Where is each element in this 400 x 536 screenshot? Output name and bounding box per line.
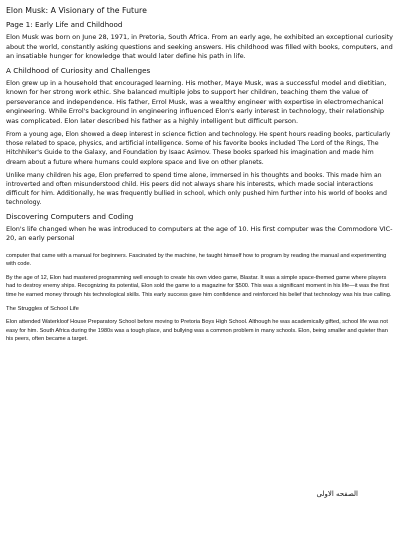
school-paragraph: Elon attended Waterkloof House Preparatory School before moving to Pretoria Boys High School. Although he was academically gifted, school life was not easy for him. South Africa during the 1980s was a tough place, and bullying was a common problem in many schools. Elon, being smaller and quieter than his peers, often became a target. bbox=[6, 319, 388, 343]
computer-intro-paragraph: Elon's life changed when he was introduced to computers at the age of 10. His first computer was the Commodore VIC-20, an early personal bbox=[6, 224, 393, 243]
science-fiction-paragraph: From a young age, Elon showed a deep interest in science fiction and technology. He spent hours reading books, particularly those related to space, physics, and artificial intelligence. Some of his favorite books included The Lord of the Rings, The Hitchhiker's Guide to the Galaxy, and Foundation by Isaac Asimov. These books sparked his imagination and made him dream about a future where humans could explore space and live on other planets. bbox=[6, 131, 391, 166]
document-page bbox=[6, 5, 394, 349]
document-title: Elon Musk: A Visionary of the Future bbox=[6, 6, 147, 15]
page-heading: Page 1: Early Life and Childhood bbox=[6, 20, 123, 29]
intro-paragraph: Elon Musk was born on June 28, 1971, in Pretoria, South Africa. From an early age, he exhibited an exceptional curiosity about the world, constantly asking questions and seeking answers. His childhood was filled with books, computers, and an insatiable hunger for knowledge that would later define his path in life. bbox=[6, 33, 393, 60]
section-heading-curiosity: A Childhood of Curiosity and Challenges bbox=[6, 65, 151, 75]
alone-time-paragraph: Unlike many children his age, Elon preferred to spend time alone, immersed in his thoughts and books. This made him an introverted and often misunderstood child. His peers did not always share his interests, which made social interactions difficult for him. Additionally, he was frequently bullied in school, which only pushed him further into his world of books and technology. bbox=[6, 171, 387, 207]
blastar-paragraph: By the age of 12, Elon had mastered programming well enough to create his own video game, Blastar. It was a simple space-themed game where players had to destroy enemy ships. Recognizing its potential, Elon sold the game to a magazine for $500. This was a significant moment in his life—it was the first time he earned money through his technological skills. This early success gave him confidence and reinforced his belief that technology was his true calling. bbox=[6, 274, 392, 298]
section-heading-computers: Discovering Computers and Coding bbox=[6, 211, 134, 221]
household-paragraph: Elon grew up in a household that encouraged learning. His mother, Maye Musk, was a successful model and dietitian, known for her strong work ethic. She balanced multiple jobs to support her children, teaching them the value of perseverance and independence. His father, Errol Musk, was a wealthy engineer with expertise in electromechanical engineering. While Errol's background in engineering influenced Elon's early interest in technology, their relationship was complicated. Elon later described his father as a highly intelligent but difficult person. bbox=[6, 78, 387, 125]
section-heading-school: The Struggles of School Life bbox=[6, 305, 79, 312]
page-footer-label: الصفحه الاولى bbox=[316, 490, 358, 498]
computer-manual-paragraph: computer that came with a manual for beginners. Fascinated by the machine, he taught himself how to program by reading the manual and experimenting with code. bbox=[6, 252, 387, 268]
